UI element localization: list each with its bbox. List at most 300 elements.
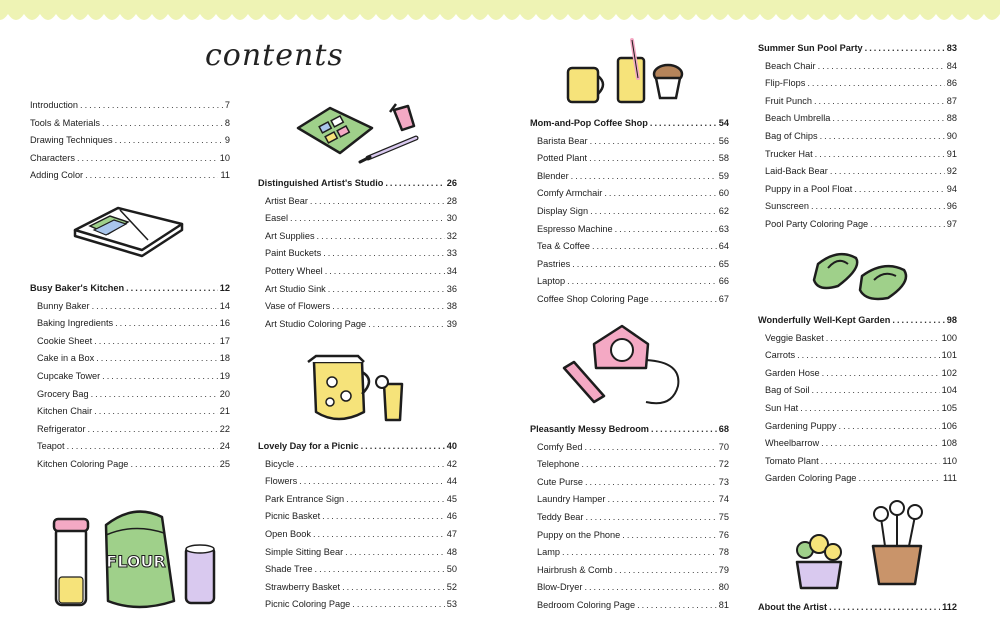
dot-leader bbox=[865, 40, 945, 58]
toc-entry-page: 45 bbox=[446, 493, 457, 504]
toc-entry-label: Wonderfully Well-Kept Garden bbox=[758, 315, 891, 325]
toc-entry bbox=[530, 150, 729, 168]
dot-leader bbox=[385, 175, 444, 193]
dot-leader bbox=[651, 291, 717, 309]
toc-entry-page: 17 bbox=[219, 335, 230, 346]
toc-entry-label: Flip-Flops bbox=[765, 78, 806, 89]
toc-entry-page: 22 bbox=[219, 423, 230, 434]
toc-entry-page: 96 bbox=[946, 201, 957, 212]
toc-entry-label: Summer Sun Pool Party bbox=[758, 43, 863, 53]
toc-entry-page: 54 bbox=[718, 118, 729, 128]
toc-entry-label: Teddy Bear bbox=[537, 511, 584, 522]
dot-leader bbox=[822, 365, 940, 383]
toc-entry-label: Espresso Machine bbox=[537, 223, 613, 234]
dot-leader bbox=[322, 508, 445, 526]
dot-leader bbox=[592, 238, 717, 256]
dot-leader bbox=[651, 421, 717, 439]
toc-entry-label: Beach Chair bbox=[765, 60, 816, 71]
flip-flops-icon bbox=[808, 242, 918, 302]
toc-section-heading bbox=[30, 280, 230, 298]
toc-entry bbox=[758, 146, 957, 164]
toc-entry-label: Puppy in a Pool Float bbox=[765, 183, 853, 194]
toc-entry-page: 50 bbox=[446, 564, 457, 575]
toc-entry-page: 102 bbox=[941, 367, 957, 378]
toc-section bbox=[30, 280, 230, 474]
dot-leader bbox=[815, 146, 945, 164]
toc-entry-page: 25 bbox=[219, 458, 230, 469]
toc-entry bbox=[530, 273, 729, 291]
toc-entry-page: 59 bbox=[718, 170, 729, 181]
toc-entry bbox=[758, 216, 957, 234]
toc-entry bbox=[30, 333, 230, 351]
toc-entry bbox=[530, 221, 729, 239]
toc-entry-label: Cute Purse bbox=[537, 476, 583, 487]
toc-entry-label: Garden Coloring Page bbox=[765, 473, 857, 484]
toc-entry bbox=[30, 350, 230, 368]
dot-leader bbox=[80, 97, 223, 115]
dot-leader bbox=[299, 473, 445, 491]
toc-entry bbox=[530, 291, 729, 309]
dot-leader bbox=[96, 350, 218, 368]
toc-entry bbox=[258, 596, 457, 614]
toc-entry-page: 108 bbox=[941, 438, 957, 449]
dot-leader bbox=[797, 347, 940, 365]
dot-leader bbox=[92, 298, 218, 316]
dot-leader bbox=[590, 133, 717, 151]
dot-leader bbox=[115, 315, 218, 333]
toc-entry-page: 24 bbox=[219, 441, 230, 452]
toc-entry-label: Art Studio Coloring Page bbox=[265, 318, 367, 329]
toc-entry bbox=[258, 526, 457, 544]
dot-leader bbox=[829, 599, 940, 617]
toc-section-heading bbox=[758, 40, 957, 58]
toc-entry bbox=[30, 298, 230, 316]
dot-leader bbox=[290, 210, 445, 228]
toc-entry-label: Hairbrush & Comb bbox=[537, 564, 613, 575]
toc-entry bbox=[530, 256, 729, 274]
toc-entry bbox=[258, 228, 457, 246]
dot-leader bbox=[332, 298, 445, 316]
toc-entry bbox=[258, 508, 457, 526]
dot-leader bbox=[317, 228, 445, 246]
toc-entry-label: Puppy on the Phone bbox=[537, 529, 621, 540]
dot-leader bbox=[313, 526, 445, 544]
toc-section bbox=[530, 421, 729, 615]
toc-entry-page: 97 bbox=[946, 218, 957, 229]
toc-entry bbox=[30, 167, 230, 185]
toc-entry-page: 60 bbox=[718, 188, 729, 199]
toc-entry-page: 62 bbox=[718, 205, 729, 216]
toc-entry bbox=[758, 382, 957, 400]
toc-entry-page: 90 bbox=[946, 130, 957, 141]
toc-entry-page: 10 bbox=[219, 152, 230, 163]
dot-leader bbox=[130, 456, 217, 474]
dot-leader bbox=[821, 435, 940, 453]
toc-entry-page: 70 bbox=[718, 441, 729, 452]
toc-entry bbox=[758, 470, 957, 488]
toc-entry-label: About the Artist bbox=[758, 602, 828, 612]
toc-entry bbox=[758, 347, 957, 365]
toc-entry bbox=[758, 58, 957, 76]
toc-entry-page: 111 bbox=[943, 473, 957, 484]
toc-entry-label: Coffee Shop Coloring Page bbox=[537, 293, 649, 304]
toc-entry-label: Artist Bear bbox=[265, 195, 308, 206]
dot-leader bbox=[604, 185, 716, 203]
toc-entry bbox=[758, 453, 957, 471]
dot-leader bbox=[562, 544, 717, 562]
toc-entry bbox=[530, 544, 729, 562]
toc-entry-page: 74 bbox=[718, 494, 729, 505]
dot-leader bbox=[584, 579, 716, 597]
toc-section bbox=[258, 175, 457, 333]
toc-entry-label: Picnic Coloring Page bbox=[265, 599, 351, 610]
toc-entry-label: Kitchen Chair bbox=[37, 406, 93, 417]
dot-leader bbox=[325, 263, 445, 281]
toc-entry-page: 44 bbox=[446, 476, 457, 487]
toc-entry-page: 100 bbox=[941, 332, 957, 343]
toc-section bbox=[758, 40, 957, 234]
toc-entry-page: 34 bbox=[446, 265, 457, 276]
toc-entry bbox=[30, 386, 230, 404]
dot-leader bbox=[85, 167, 218, 185]
toc-entry-label: Bag of Soil bbox=[765, 385, 810, 396]
toc-entry-label: Easel bbox=[265, 213, 288, 224]
dot-leader bbox=[102, 115, 223, 133]
toc-entry-label: Open Book bbox=[265, 528, 311, 539]
toc-entry-page: 84 bbox=[946, 60, 957, 71]
toc-entry-label: Cake in a Box bbox=[37, 353, 95, 364]
toc-entry bbox=[258, 281, 457, 299]
dot-leader bbox=[296, 456, 445, 474]
potted-flowers-icon bbox=[783, 500, 933, 595]
toc-entry-page: 56 bbox=[718, 135, 729, 146]
toc-entry-label: Cupcake Tower bbox=[37, 370, 101, 381]
toc-entry bbox=[30, 456, 230, 474]
dot-leader bbox=[342, 579, 445, 597]
toc-entry-page: 33 bbox=[446, 248, 457, 259]
toc-section-heading bbox=[758, 599, 957, 617]
dot-leader bbox=[811, 382, 939, 400]
toc-entry bbox=[530, 168, 729, 186]
dot-leader bbox=[102, 368, 218, 386]
toc-entry-label: Tools & Materials bbox=[30, 117, 100, 128]
telephone-icon bbox=[560, 322, 690, 410]
dot-leader bbox=[328, 281, 445, 299]
toc-entry bbox=[530, 562, 729, 580]
toc-entry bbox=[758, 93, 957, 111]
toc-entry-label: Pool Party Coloring Page bbox=[765, 218, 869, 229]
toc-entry bbox=[30, 421, 230, 439]
toc-entry-page: 9 bbox=[224, 135, 230, 146]
toc-entry-page: 83 bbox=[946, 43, 957, 53]
open-book-icon bbox=[70, 200, 185, 260]
toc-entry bbox=[758, 128, 957, 146]
toc-entry bbox=[30, 97, 230, 115]
coffee-mugs-icon bbox=[562, 38, 692, 108]
dot-leader bbox=[345, 544, 445, 562]
toc-entry-label: Lovely Day for a Picnic bbox=[258, 441, 359, 451]
toc-entry bbox=[30, 438, 230, 456]
toc-entry-page: 18 bbox=[219, 353, 230, 364]
toc-entry-label: Telephone bbox=[537, 459, 580, 470]
dot-leader bbox=[585, 474, 717, 492]
toc-entry-label: Kitchen Coloring Page bbox=[37, 458, 129, 469]
scalloped-top-border bbox=[0, 0, 1000, 26]
toc-entry-label: Veggie Basket bbox=[765, 332, 824, 343]
toc-entry bbox=[758, 181, 957, 199]
toc-entry-label: Teapot bbox=[37, 441, 65, 452]
toc-entry bbox=[530, 133, 729, 151]
toc-entry bbox=[258, 193, 457, 211]
toc-entry-page: 104 bbox=[941, 385, 957, 396]
toc-entry-page: 39 bbox=[446, 318, 457, 329]
toc-entry-page: 19 bbox=[219, 370, 230, 381]
toc-section-heading bbox=[258, 175, 457, 193]
toc-entry-label: Baking Ingredients bbox=[37, 318, 114, 329]
toc-entry bbox=[530, 439, 729, 457]
toc-entry-page: 68 bbox=[718, 424, 729, 434]
toc-entry-page: 11 bbox=[220, 170, 230, 181]
toc-entry-page: 79 bbox=[718, 564, 729, 575]
toc-entry bbox=[530, 491, 729, 509]
toc-entry bbox=[30, 368, 230, 386]
toc-entry-page: 67 bbox=[718, 293, 729, 304]
toc-entry-page: 92 bbox=[946, 166, 957, 177]
toc-entry-label: Art Studio Sink bbox=[265, 283, 326, 294]
toc-entry-page: 76 bbox=[718, 529, 729, 540]
toc-entry-label: Introduction bbox=[30, 100, 79, 110]
toc-entry-label: Vase of Flowers bbox=[265, 301, 331, 312]
toc-entry-page: 53 bbox=[446, 599, 457, 610]
toc-entry-label: Sun Hat bbox=[765, 402, 799, 413]
toc-entry-page: 38 bbox=[446, 301, 457, 312]
toc-entry bbox=[530, 238, 729, 256]
dot-leader bbox=[352, 596, 444, 614]
dot-leader bbox=[567, 273, 717, 291]
toc-entry bbox=[530, 597, 729, 615]
toc-entry-label: Characters bbox=[30, 152, 75, 163]
toc-entry-page: 30 bbox=[446, 213, 457, 224]
toc-entry-page: 78 bbox=[718, 547, 729, 558]
toc-entry bbox=[530, 456, 729, 474]
toc-entry-page: 81 bbox=[718, 599, 729, 610]
toc-entry-label: Barista Bear bbox=[537, 135, 588, 146]
toc-entry bbox=[758, 110, 957, 128]
page-title: contents bbox=[205, 38, 344, 73]
toc-entry-label: Distinguished Artist's Studio bbox=[258, 178, 384, 188]
toc-entry-label: Refrigerator bbox=[37, 423, 86, 434]
toc-section-heading bbox=[758, 312, 957, 330]
toc-entry-page: 26 bbox=[446, 178, 457, 188]
toc-entry bbox=[758, 435, 957, 453]
toc-entry-label: Drawing Techniques bbox=[30, 135, 113, 146]
toc-entry-page: 63 bbox=[718, 223, 729, 234]
toc-entry-page: 110 bbox=[942, 455, 957, 466]
toc-entry-label: Busy Baker's Kitchen bbox=[30, 283, 125, 293]
dot-leader bbox=[67, 438, 218, 456]
toc-entry bbox=[530, 527, 729, 545]
toc-entry-label: Beach Umbrella bbox=[765, 113, 831, 124]
toc-entry-page: 58 bbox=[718, 153, 729, 164]
toc-entry bbox=[758, 75, 957, 93]
dot-leader bbox=[310, 193, 445, 211]
toc-entry-label: Adding Color bbox=[30, 170, 84, 181]
dot-leader bbox=[858, 470, 941, 488]
toc-entry bbox=[258, 456, 457, 474]
toc-entry-label: Lamp bbox=[537, 547, 560, 558]
toc-section bbox=[30, 97, 230, 185]
toc-entry-page: 14 bbox=[219, 300, 230, 311]
toc-entry bbox=[530, 203, 729, 221]
toc-entry-label: Laid-Back Bear bbox=[765, 166, 828, 177]
dot-leader bbox=[315, 561, 445, 579]
dot-leader bbox=[88, 421, 218, 439]
toc-entry-label: Pleasantly Messy Bedroom bbox=[530, 424, 649, 434]
toc-entry-label: Comfy Armchair bbox=[537, 188, 603, 199]
toc-entry-page: 87 bbox=[946, 95, 957, 106]
toc-entry-label: Bunny Baker bbox=[37, 300, 90, 311]
dot-leader bbox=[615, 562, 717, 580]
dot-leader bbox=[615, 221, 717, 239]
toc-entry-page: 20 bbox=[219, 388, 230, 399]
toc-entry-page: 80 bbox=[718, 582, 729, 593]
dot-leader bbox=[826, 330, 940, 348]
dot-leader bbox=[126, 280, 218, 298]
paint-palette-icon bbox=[290, 98, 450, 168]
toc-entry bbox=[258, 473, 457, 491]
toc-entry-label: Tea & Coffee bbox=[537, 241, 590, 252]
toc-entry-page: 40 bbox=[446, 441, 457, 451]
toc-entry-page: 12 bbox=[219, 283, 230, 293]
toc-entry-page: 8 bbox=[224, 117, 230, 128]
toc-entry-page: 46 bbox=[446, 511, 457, 522]
dot-leader bbox=[832, 110, 944, 128]
toc-entry bbox=[30, 132, 230, 150]
dot-leader bbox=[830, 163, 945, 181]
toc-entry-label: Cookie Sheet bbox=[37, 335, 93, 346]
toc-entry-label: Blender bbox=[537, 170, 569, 181]
dot-leader bbox=[892, 312, 944, 330]
toc-section bbox=[758, 312, 957, 488]
toc-entry bbox=[758, 418, 957, 436]
toc-entry-page: 112 bbox=[942, 602, 957, 612]
toc-entry-label: Art Supplies bbox=[265, 230, 315, 241]
toc-entry bbox=[30, 115, 230, 133]
toc-entry-page: 88 bbox=[946, 113, 957, 124]
toc-section bbox=[258, 438, 457, 614]
dot-leader bbox=[571, 168, 717, 186]
dot-leader bbox=[818, 58, 945, 76]
dot-leader bbox=[637, 597, 717, 615]
toc-entry bbox=[758, 400, 957, 418]
dot-leader bbox=[807, 75, 944, 93]
toc-entry-label: Carrots bbox=[765, 350, 796, 361]
toc-entry-page: 106 bbox=[941, 420, 957, 431]
toc-entry-label: Tomato Plant bbox=[765, 455, 819, 466]
dot-leader bbox=[94, 333, 218, 351]
toc-entry bbox=[258, 316, 457, 334]
flour-bag-label: FLOUR bbox=[106, 552, 166, 571]
toc-entry-page: 16 bbox=[219, 318, 230, 329]
toc-entry-page: 73 bbox=[718, 476, 729, 487]
toc-entry bbox=[258, 298, 457, 316]
toc-entry bbox=[258, 210, 457, 228]
toc-entry-page: 72 bbox=[718, 459, 729, 470]
toc-entry-page: 47 bbox=[446, 528, 457, 539]
toc-entry-page: 36 bbox=[446, 283, 457, 294]
toc-section bbox=[758, 599, 957, 617]
dot-leader bbox=[821, 453, 941, 471]
dot-leader bbox=[870, 216, 945, 234]
toc-entry-page: 101 bbox=[941, 350, 957, 361]
toc-entry-page: 21 bbox=[219, 406, 230, 417]
toc-entry-label: Comfy Bed bbox=[537, 441, 583, 452]
toc-entry-label: Bag of Chips bbox=[765, 130, 818, 141]
toc-entry-label: Display Sign bbox=[537, 205, 589, 216]
toc-entry-label: Laundry Hamper bbox=[537, 494, 606, 505]
dot-leader bbox=[650, 115, 717, 133]
dot-leader bbox=[800, 400, 939, 418]
toc-entry-label: Picnic Basket bbox=[265, 511, 321, 522]
toc-entry-page: 28 bbox=[446, 195, 457, 206]
dot-leader bbox=[77, 150, 218, 168]
dot-leader bbox=[607, 491, 716, 509]
dot-leader bbox=[91, 386, 218, 404]
toc-entry-label: Fruit Punch bbox=[765, 95, 812, 106]
dot-leader bbox=[589, 150, 717, 168]
toc-entry bbox=[530, 579, 729, 597]
toc-entry-page: 42 bbox=[446, 458, 457, 469]
dot-leader bbox=[585, 509, 716, 527]
toc-section bbox=[530, 115, 729, 309]
toc-section-heading bbox=[530, 115, 729, 133]
toc-entry bbox=[258, 544, 457, 562]
toc-entry-label: Sunscreen bbox=[765, 201, 809, 212]
toc-entry-page: 94 bbox=[946, 183, 957, 194]
toc-entry bbox=[258, 263, 457, 281]
dot-leader bbox=[94, 403, 218, 421]
toc-entry-label: Simple Sitting Bear bbox=[265, 546, 344, 557]
toc-entry-label: Gardening Puppy bbox=[765, 420, 837, 431]
dot-leader bbox=[622, 527, 716, 545]
toc-entry-label: Garden Hose bbox=[765, 367, 820, 378]
toc-entry-page: 105 bbox=[941, 402, 957, 413]
toc-entry-label: Grocery Bag bbox=[37, 388, 89, 399]
toc-entry-label: Bicycle bbox=[265, 458, 295, 469]
toc-entry-page: 86 bbox=[946, 78, 957, 89]
toc-entry-label: Shade Tree bbox=[265, 564, 313, 575]
toc-entry bbox=[530, 474, 729, 492]
toc-section-heading bbox=[258, 438, 457, 456]
toc-entry-label: Paint Buckets bbox=[265, 248, 322, 259]
toc-entry-page: 66 bbox=[718, 276, 729, 287]
toc-entry bbox=[758, 198, 957, 216]
toc-entry bbox=[30, 150, 230, 168]
dot-leader bbox=[346, 491, 445, 509]
toc-entry-page: 48 bbox=[446, 546, 457, 557]
toc-entry-label: Strawberry Basket bbox=[265, 581, 341, 592]
toc-entry-page: 32 bbox=[446, 230, 457, 241]
toc-entry-label: Trucker Hat bbox=[765, 148, 813, 159]
toc-section-heading bbox=[530, 421, 729, 439]
toc-entry bbox=[758, 365, 957, 383]
toc-entry bbox=[258, 491, 457, 509]
dot-leader bbox=[361, 438, 445, 456]
dot-leader bbox=[584, 439, 716, 457]
toc-entry-label: Pastries bbox=[537, 258, 571, 269]
toc-entry-label: Park Entrance Sign bbox=[265, 493, 345, 504]
toc-entry-page: 75 bbox=[718, 511, 729, 522]
